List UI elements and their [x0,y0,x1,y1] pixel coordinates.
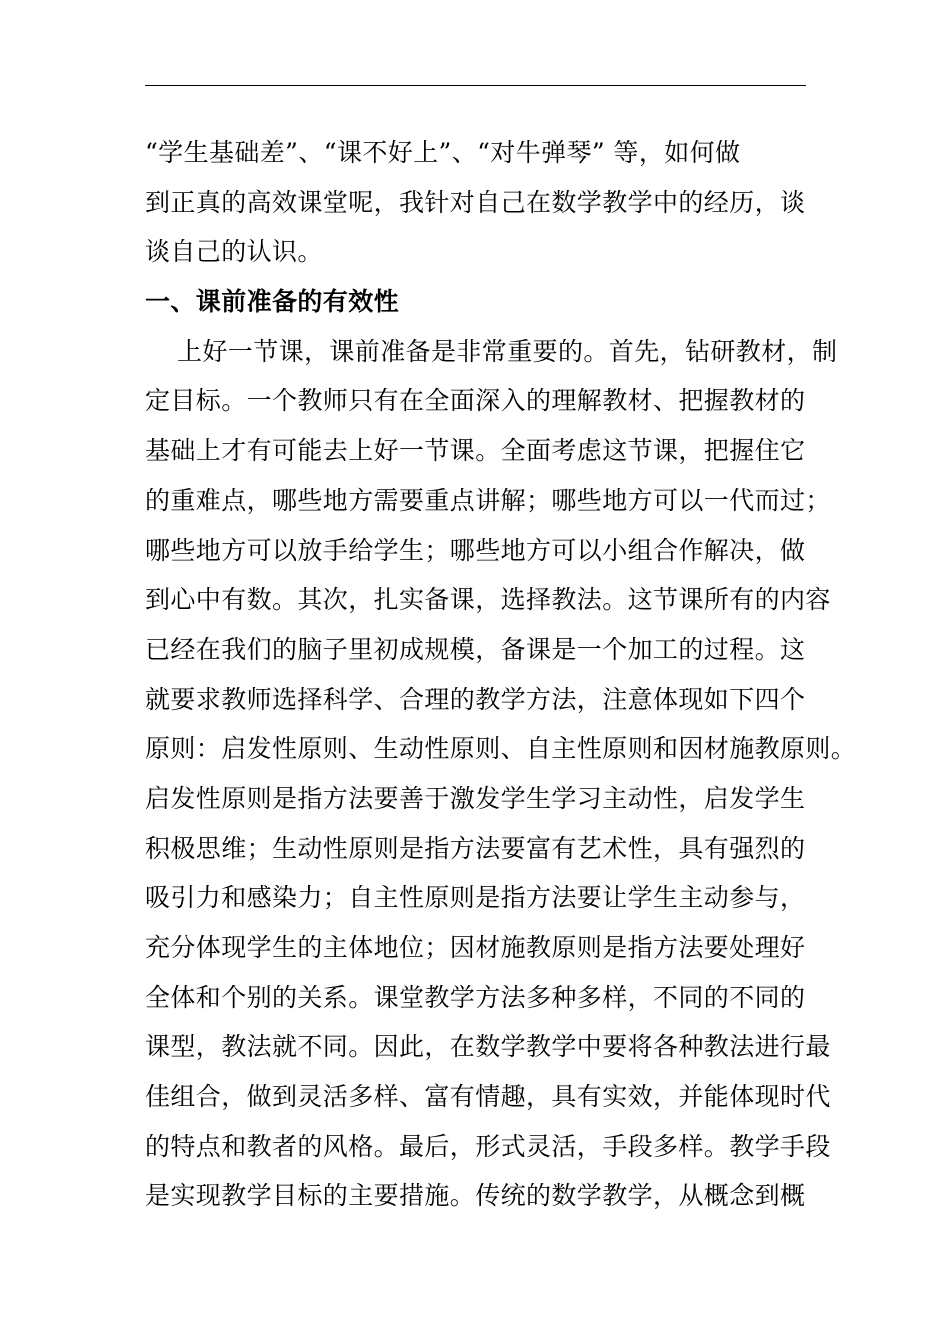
text-line: 已经在我们的脑子里初成规模，备课是一个加工的过程。这 [145,634,806,664]
text-line: “学生基础差”、“课不好上”、“对牛弹琴” 等，如何做 [145,138,741,167]
paragraph-preparation [145,327,857,1221]
text-line: 哪些地方可以放手给学生；哪些地方可以小组合作解决，做 [145,535,806,565]
text-line: 谈自己的认识。 [145,237,323,267]
text-line: 吸引力和感染力；自主性原则是指方法要让学生主动参与， [145,883,806,913]
text-line: 原则：启发性原则、生动性原则、自主性原则和因材施教原则。 [145,734,857,764]
section-heading: 一、课前准备的有效性 [145,287,400,317]
text-line: 积极思维；生动性原则是指方法要富有艺术性，具有强烈的 [145,833,806,863]
text-line: 的重难点，哪些地方需要重点讲解；哪些地方可以一代而过； [145,485,831,515]
text-line: 充分体现学生的主体地位；因材施教原则是指方法要处理好 [145,933,806,962]
text-line: 上好一节课，课前准备是非常重要的。首先，钻研教材，制 [177,336,838,366]
text-line: 全体和个别的关系。课堂教学方法多种多样，不同的不同的 [145,982,806,1012]
text-line: 佳组合，做到灵活多样、富有情趣，具有实效，并能体现时代 [145,1082,831,1112]
header-rule [145,85,806,86]
text-line: 基础上才有可能去上好一节课。全面考虑这节课，把握住它 [145,436,806,466]
text-line: 启发性原则是指方法要善于激发学生学习主动性，启发学生 [145,783,806,813]
text-line: 定目标。一个教师只有在全面深入的理解教材、把握教材的 [145,386,806,416]
text-line: 到正真的高效课堂呢，我针对自己在数学教学中的经历，谈 [145,187,806,217]
text-line: 课型，教法就不同。因此，在数学教学中要将各种教法进行最 [145,1032,831,1062]
document-body [145,128,857,1221]
text-line: 到心中有数。其次，扎实备课，选择教法。这节课所有的内容 [145,585,831,615]
text-line: 的特点和教者的风格。最后，形式灵活，手段多样。教学手段 [145,1131,831,1161]
text-line: 就要求教师选择科学、合理的教学方法，注意体现如下四个 [145,684,806,714]
text-line: 是实现教学目标的主要措施。传统的数学教学，从概念到概 [145,1181,806,1211]
paragraph-intro [145,128,845,277]
